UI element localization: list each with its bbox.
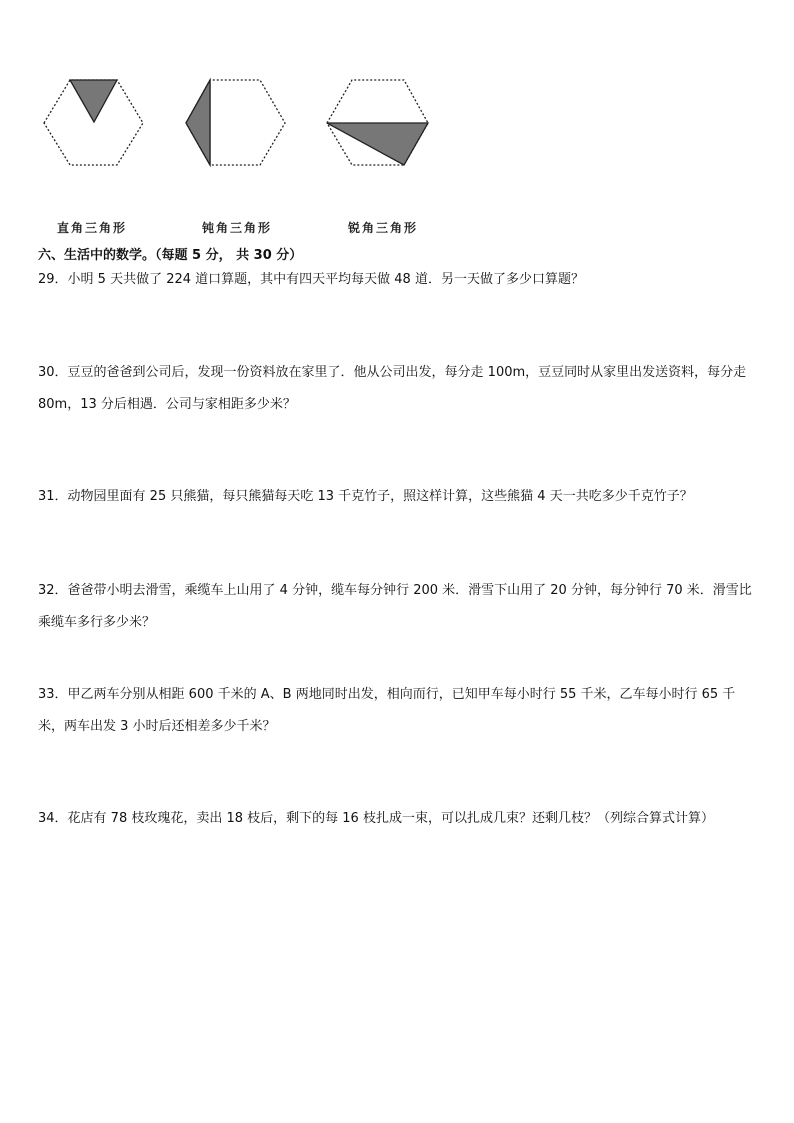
hexagon-figures — [0, 0, 794, 240]
figure-label-acute: 锐角三角形 — [348, 221, 419, 235]
shaded-acute-triangle — [327, 123, 428, 165]
question-34: 34．花店有 78 枝玫瑰花，卖出 18 枝后，剩下的每 16 枝扎成一束，可以扎成几束？还剩几枝？（列综合算式计算） — [38, 811, 714, 826]
hexagon-obtuse-triangle — [186, 80, 285, 165]
section-title: 六、生活中的数学。（每题 5 分， 共 30 分） — [38, 248, 303, 263]
question-30: 30．豆豆的爸爸到公司后，发现一份资料放在家里了．他从公司出发，每分走 100m，豆豆同时从家里出发送资料，每分走 80m，13 分后相遇．公司与家相距多少米？ — [38, 365, 747, 412]
figure-label-obtuse: 钝角三角形 — [202, 221, 273, 235]
shaded-right-triangle — [70, 80, 117, 122]
hexagon-acute-triangle — [327, 80, 428, 165]
shaded-obtuse-triangle — [186, 80, 210, 165]
question-31: 31．动物园里面有 25 只熊猫，每只熊猫每天吃 13 千克竹子，照这样计算，这些熊猫 4 天一共吃多少千克竹子？ — [38, 489, 693, 504]
question-33: 33．甲乙两车分别从相距 600 千米的 A、B 两地同时出发，相向而行，已知甲车每小时行 55 千米，乙车每小时行 65 千米，两车出发 3 小时后还相差多少千米？ — [38, 687, 736, 734]
hexagon-diagrams — [0, 0, 794, 215]
question-32: 32．爸爸带小明去滑雪，乘缆车上山用了 4 分钟，缆车每分钟行 200 米．滑雪下山用了 20 分钟，每分钟行 70 米．滑雪比乘缆车多行多少米？ — [38, 583, 752, 630]
question-29: 29．小明 5 天共做了 224 道口算题，其中有四天平均每天做 48 道．另一天做了多少口算题？ — [38, 272, 584, 287]
figure-label-right: 直角三角形 — [57, 221, 128, 235]
hexagon-right-triangle — [44, 80, 143, 165]
